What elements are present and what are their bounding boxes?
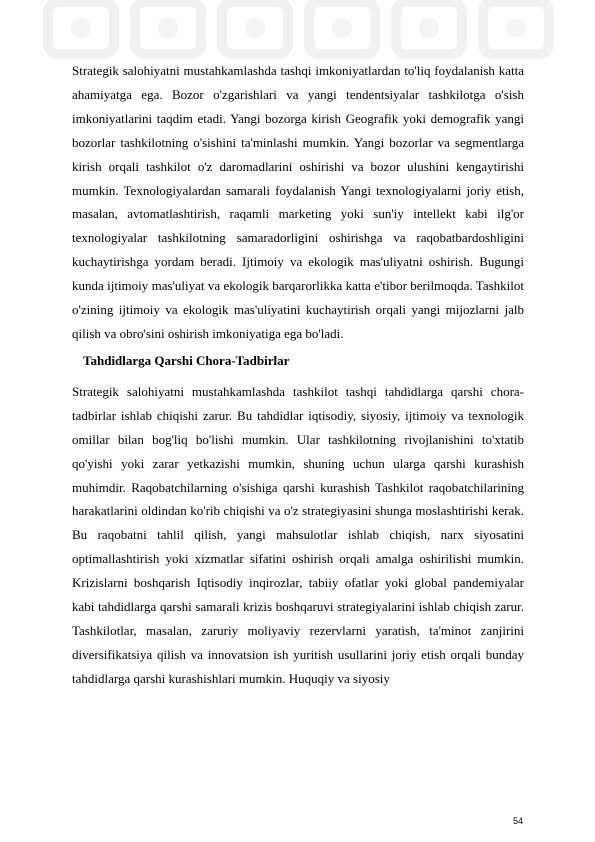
paragraph-opportunities: Strategik salohiyatni mustahkamlashda tashqi imkoniyatlardan to'liq foydalanish katta ahamiyatga ega. Bozor o'zgarishlari va yangi tendentsiyalar tashkilotga o'sish imkoniyatlarini taqdim etadi. Yangi bozorga kirish Geografik yoki demografik yangi bozorlar tashkilotning o'sishini ta'minlashi mumkin. Yangi bozorlar va segmentlarga kirish orqali tashkilot o'z daromadlarini oshirishi va bozor ulushini kengaytirishi mumkin. Texnologiyalardan samarali foydalanish Yangi texnologiyalarni joriy etish, masalan, avtomatlashtirish, raqamli marketing yoki sun'iy intellekt kabi ilg'or texnologiyalar tashkilotning samaradorligini oshirishga va raqobatbardoshligini kuchaytirishga yordam beradi. Ijtimoiy va ekologik mas'uliyatni oshirish. Bugungi kunda ijtimoiy mas'uliyat va ekologik barqarorlikka katta e'tibor berilmoqda. Tashkilot o'zining ijtimoiy va ekologik mas'uliyatini kuchaytirish orqali yangi mijozlarni jalb qilish va obro'sini oshirish imkoniyatiga ega bo'ladi. [72, 63, 524, 341]
section-heading: Tahdidlarga Qarshi Chora-Tadbirlar [83, 352, 290, 368]
paragraph-threats: Strategik salohiyatni mustahkamlashda tashkilot tashqi tahdidlarga qarshi chora-tadbirlar ishlab chiqishi zarur. Bu tahdidlar iqtisodiy, siyosiy, ijtimoiy va texnologik omillar bilan bog'liq bo'lishi mumkin. Ular tashkilotning rivojlanishini to'xtatib qo'yishi yoki zarar yetkazishi mumkin, shuning uchun ularga qarshi kurashish muhimdir. Raqobatchilarning o'sishiga qarshi kurashish Tashkilot raqobatchilarining harakatlarini oldindan ko'rib chiqishi va o'z strategiyasini shunga moslashtirishi kerak. Bu raqobatni tahlil qilish, yangi mahsulotlar ishlab chiqish, narx siyosatini optimallashtirish yoki xizmatlar sifatini oshirish orqali amalga oshirilishi mumkin. Krizislarni boshqarish Iqtisodiy inqirozlar, tabiiy ofatlar yoki global pandemiyalar kabi tahdidlarga qarshi samarali krizis boshqaruvi strategiyalarini ishlab chiqish zarur. Tashkilotlar, masalan, zaruriy moliyaviy rezervlarni yaratish, ta'minot zanjirini diversifikatsiya qilish va innovatsion ish yuritish usullarini joriy etish orqali bunday tahdidlarga qarshi kurashishlari mumkin. Huquqiy va siyosiy [72, 383, 524, 686]
page-number: 54 [512, 816, 523, 826]
document-body [72, 59, 524, 691]
